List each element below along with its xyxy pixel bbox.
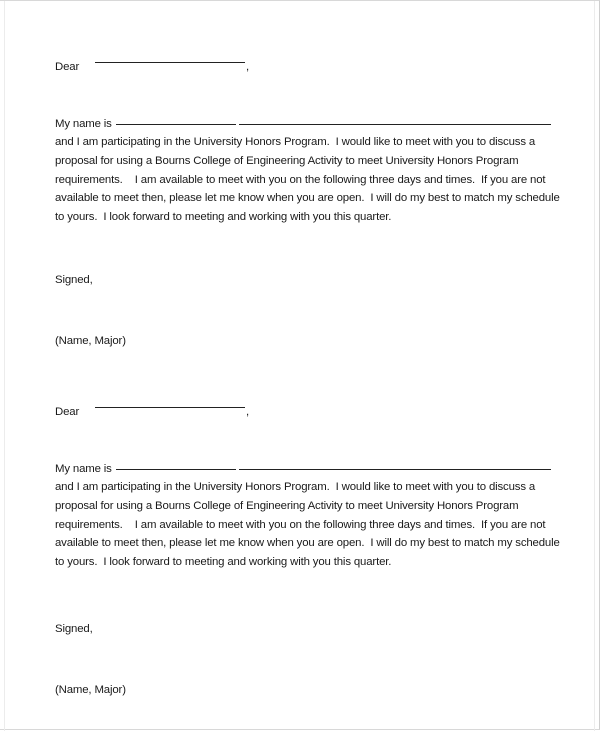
body-line: available to meet then, please let me know when you are open. I will do my best to match my schedule xyxy=(55,537,560,550)
body-line: available to meet then, please let me know when you are open. I will do my best to match my schedule xyxy=(55,192,560,205)
body-line: and I am participating in the University Honors Program. I would like to meet with you to discuss a xyxy=(55,136,536,148)
signature-placeholder: (Name, Major) xyxy=(55,684,126,696)
body-line: requirements. I am available to meet with you on the following three days and times. If you are not xyxy=(55,173,546,186)
name-line xyxy=(55,460,112,479)
last-name-blank[interactable] xyxy=(239,469,551,470)
salutation-line xyxy=(55,58,250,77)
closing: Signed, xyxy=(55,623,93,635)
salutation-comma: , xyxy=(246,61,250,73)
name-line xyxy=(55,115,112,134)
body-line: proposal for using a Bourns College of Engineering Activity to meet University Honors Program xyxy=(55,154,519,167)
name-intro-text: My name is xyxy=(55,118,112,130)
body-line: to yours. I look forward to meeting and working with you this quarter. xyxy=(55,211,392,224)
signature-placeholder: (Name, Major) xyxy=(55,335,126,347)
letter-body xyxy=(55,133,565,227)
first-name-blank[interactable] xyxy=(116,469,236,470)
body-line: to yours. I look forward to meeting and working with you this quarter. xyxy=(55,556,392,569)
letter-body xyxy=(55,478,565,572)
recipient-blank[interactable] xyxy=(95,407,245,408)
body-line: requirements. I am available to meet with you on the following three days and times. If you are not xyxy=(55,518,546,531)
body-line: and I am participating in the University Honors Program. I would like to meet with you to discuss a xyxy=(55,481,536,493)
page-edge-right xyxy=(594,1,595,731)
closing: Signed, xyxy=(55,274,93,286)
last-name-blank[interactable] xyxy=(239,124,551,125)
recipient-blank[interactable] xyxy=(95,62,245,63)
name-intro-text: My name is xyxy=(55,463,112,475)
first-name-blank[interactable] xyxy=(116,124,236,125)
page-edge-left xyxy=(4,1,5,731)
salutation-text: Dear xyxy=(55,61,80,73)
salutation-line xyxy=(55,403,250,422)
salutation-text: Dear xyxy=(55,406,80,418)
body-line: proposal for using a Bourns College of Engineering Activity to meet University Honors Program xyxy=(55,499,519,512)
salutation-comma: , xyxy=(246,406,250,418)
